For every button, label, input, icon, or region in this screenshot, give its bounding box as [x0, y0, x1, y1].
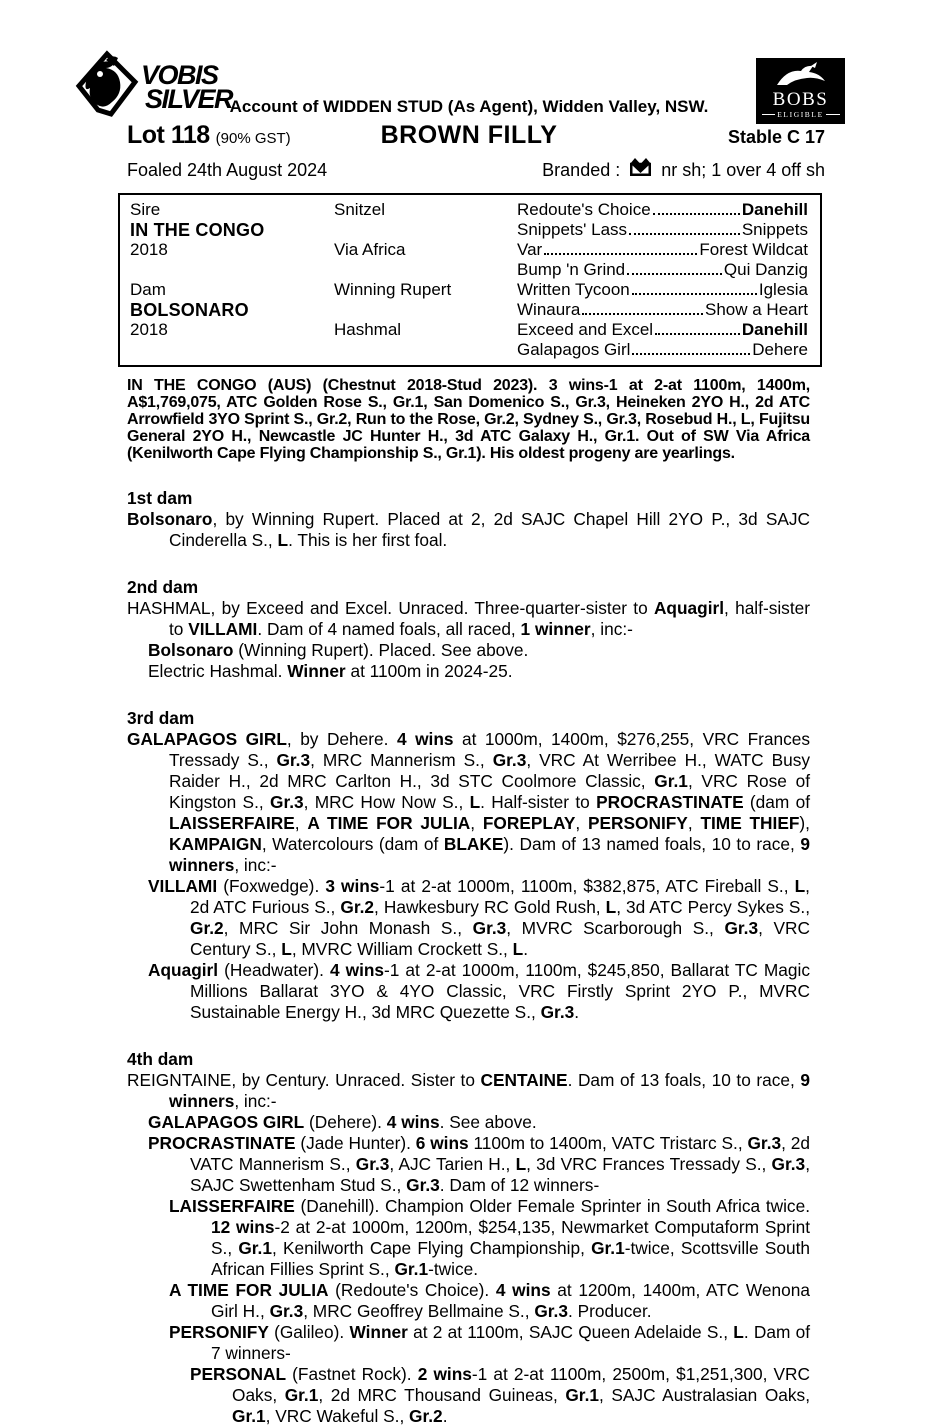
dotted-leader [653, 213, 740, 215]
ancestor-row [517, 300, 808, 320]
ancestor-name-right: Snippets [741, 220, 808, 239]
dotted-leader [582, 313, 703, 315]
damdam: Hashmal [334, 320, 402, 339]
gst-note: (90% GST) [215, 130, 291, 147]
dam-heading: 4th dam [127, 1049, 194, 1069]
bobs-logo-title: BOBS [772, 89, 829, 110]
pedigree-entry: GALAPAGOS GIRL, by Dehere. 4 wins at 1000m, 1400m, $276,255, VRC Frances Tressady S., Gr.3, MRC Mannerism S., Gr.3, VRC At Werribee H., WATC Busy Raider H., 2d MRC Carlton H., 3d STC Coolmore Classic, Gr.1, VRC Rose of Kingston S., Gr.3, MRC How Now S., L. Half-sister to PROCRASTINATE (dam of LAISSERFAIRE, A TIME FOR JULIA, FOREPLAY, PERSONIFY, TIME THIEF), KAMPAIGN, Watercolours (dam of BLAKE). Dam of 13 named foals, 10 to race, 9 winners, inc:- [127, 729, 811, 875]
ancestor-name-left: Var [517, 240, 543, 259]
ancestor-name-right: Dehere [752, 340, 808, 359]
pedigree-entry: PROCRASTINATE (Jade Hunter). 6 wins 1100m to 1400m, VATC Tristarc S., Gr.3, 2d VATC Mannerism S., Gr.3, AJC Tarien H., L, 3d VRC Frances Tressady S., Gr.3, SAJC Swettenham Stud S., Gr.3. Dam of 12 winners- [148, 1133, 810, 1195]
dotted-leader [655, 333, 740, 335]
dotted-leader [544, 253, 697, 255]
dam-year: 2018 [130, 320, 168, 339]
branded-label: Branded : [542, 159, 621, 180]
branded-info [542, 157, 825, 183]
pedigree-entry: Bolsonaro, by Winning Rupert. Placed at 2, 2d SAJC Chapel Hill 2YO P., 3d SAJC Cinderella S., L. This is her first foal. [127, 509, 810, 550]
ancestor-name-left: Galapagos Girl [517, 340, 631, 359]
dotted-leader [632, 353, 750, 355]
dotted-leader [632, 293, 757, 295]
lot-number: Lot 118 (90% GST) [127, 121, 291, 149]
pedigree-entry: VILLAMI (Foxwedge). 3 wins-1 at 2-at 1000m, 1100m, $382,875, ATC Fireball S., L, 2d ATC Furious S., Gr.2, Hawkesbury RC Gold Rush, L, 3d ATC Percy Sykes S., Gr.2, MRC Sir John Monash S., Gr.3, MVRC Scarborough S., Gr.3, VRC Century S., L, MVRC William Crockett S., L. [148, 876, 810, 959]
ancestor-row [517, 260, 808, 280]
ancestor-name-left: Winaura [517, 300, 581, 319]
grandsire: Snitzel [334, 200, 386, 219]
pedigree-entry: Aquagirl (Headwater). 4 wins-1 at 2-at 1000m, 1100m, $245,850, Ballarat TC Magic Millions Ballarat 3YO & 4YO Classic, VRC Firstly Sprint 2YO P., MVRC Sustainable Energy H., 3d MRC Quezette S., Gr.3. [148, 960, 810, 1022]
foaled-row [127, 157, 825, 183]
dam-label: Dam [130, 280, 166, 299]
ancestor-name-right: Danehill [741, 320, 808, 339]
pedigree-entry: Bolsonaro (Winning Rupert). Placed. See above. [148, 640, 529, 660]
account-line: Account of WIDDEN STUD (As Agent), Widden Valley, NSW. [229, 97, 709, 116]
pedigree-table [118, 193, 822, 367]
dam-heading: 1st dam [127, 488, 193, 508]
pedigree-entry: PERSONAL (Fastnet Rock). 2 wins-1 at 2-at 1100m, 2500m, $1,251,300, VRC Oaks, Gr.1, 2d MRC Thousand Guineas, Gr.1, SAJC Australasian Oaks, Gr.1, VRC Wakeful S., Gr.2. [190, 1364, 810, 1426]
dam-heading: 2nd dam [127, 577, 199, 597]
dam-sections [127, 488, 810, 1427]
stable-location: Stable C 17 [727, 127, 825, 147]
foaled-date: Foaled 24th August 2024 [127, 159, 328, 180]
pedigree-entry: Electric Hashmal. Winner at 1100m in 2024-25. [148, 661, 513, 681]
sire-name: IN THE CONGO [130, 220, 265, 240]
dotted-leader [627, 273, 722, 275]
dam-name: BOLSONARO [130, 300, 249, 320]
ancestor-name-left: Exceed and Excel [517, 320, 654, 339]
ancestor-name-right: Danehill [741, 200, 808, 219]
ancestor-row [517, 320, 808, 340]
ancestor-name-left: Snippets' Lass [517, 220, 628, 239]
pedigree-entry: REIGNTAINE, by Century. Unraced. Sister to CENTAINE. Dam of 13 foals, 10 to race, 9 winners, inc:- [127, 1070, 810, 1111]
branded-description: nr sh; 1 over 4 off sh [661, 159, 825, 180]
pedigree-entry: A TIME FOR JULIA (Redoute's Choice). 4 wins at 1200m, 1400m, ATC Wenona Girl H., Gr.3, MRC Geoffrey Bellmaine S., Gr.3. Producer. [169, 1280, 810, 1321]
granddam: Via Africa [334, 240, 406, 259]
content-column [118, 193, 822, 1427]
dotted-leader [629, 233, 740, 235]
pedigree-entry: GALAPAGOS GIRL (Dehere). 4 wins. See above. [148, 1112, 537, 1132]
pedigree-entry: LAISSERFAIRE (Danehill). Champion Older Female Sprinter in South Africa twice. 12 wins-2 at 2-at 1000m, 1200m, $254,135, Newmarket Computaform Sprint S., Gr.1, Kenilworth Cape Flying Championship, Gr.1-twice, Scottsville South African Fillies Sprint S., Gr.1-twice. [169, 1196, 811, 1279]
damsire: Winning Rupert [334, 280, 452, 299]
ancestor-column [517, 200, 808, 360]
sire-summary: IN THE CONGO (AUS) (Chestnut 2018-Stud 2023). 3 wins-1 at 2-at 1100m, 1400m, A$1,769,075, ATC Golden Rose S., Gr.1, San Domenico S., Gr.3, Heineken 2YO H., 2d ATC Arrowfield 3YO Sprint S., Gr.2, Run to the Rose, Gr.2, Sydney S., Gr.3, Rosebud H., L, Fujitsu General 2YO H., Newcastle JC Hunter H., 3d ATC Galaxy H., Gr.1. Out of SW Via Africa (Kenilworth Cape Flying Championship S., Gr.1). His oldest progeny are yearlings. [127, 377, 810, 462]
ancestor-name-left: Bump 'n Grind [517, 260, 626, 279]
ancestor-name-right: Forest Wildcat [699, 240, 808, 259]
ancestor-row [517, 280, 808, 300]
ancestor-name-right: Iglesia [758, 280, 808, 299]
dam-heading: 3rd dam [127, 708, 195, 728]
widden-brand-mark-icon [628, 157, 653, 183]
pedigree-entry: HASHMAL, by Exceed and Excel. Unraced. Three-quarter-sister to Aquagirl, half-sister to VILLAMI. Dam of 4 named foals, all raced, 1 winner, inc:- [127, 598, 810, 639]
bobs-logo-subtitle: ELIGIBLE [762, 110, 840, 119]
sire-year: 2018 [130, 240, 168, 259]
ancestor-name-right: Qui Danzig [723, 260, 808, 279]
vobis-logo-text: VOBIS SILVER [141, 60, 233, 114]
ancestor-row [517, 340, 808, 360]
ancestor-row [517, 240, 808, 260]
sire-label: Sire [130, 200, 161, 219]
horse-head-icon [771, 61, 831, 92]
ancestor-row [517, 220, 808, 240]
page-title: BROWN FILLY [380, 121, 558, 149]
ancestor-name-left: Written Tycoon [517, 280, 630, 299]
ancestor-name-left: Redoute's Choice [517, 200, 651, 219]
lot-row [127, 121, 825, 153]
ancestor-name-right: Show a Heart [705, 300, 808, 319]
ancestor-row [517, 200, 808, 220]
pedigree-entry: PERSONIFY (Galileo). Winner at 2 at 1100m, SAJC Queen Adelaide S., L. Dam of 7 winners- [169, 1322, 810, 1363]
